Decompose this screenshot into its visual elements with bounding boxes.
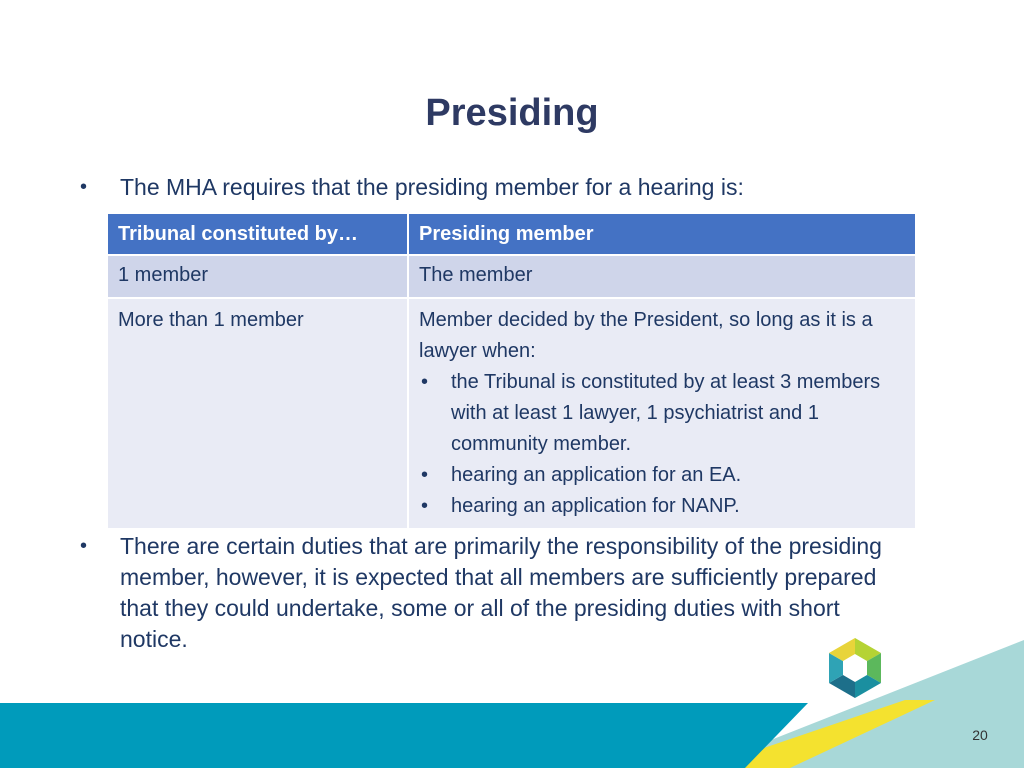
table-row bbox=[108, 298, 916, 529]
cell-intro-text: Member decided by the President, so long as it is a lawyer when: bbox=[419, 309, 873, 362]
bullet-dot: • bbox=[80, 176, 88, 198]
condition-text: hearing an application for an EA. bbox=[451, 464, 742, 486]
bullet-dot: • bbox=[80, 535, 88, 557]
header-tribunal-constituted: Tribunal constituted by… bbox=[108, 214, 408, 255]
bullet-dot: • bbox=[421, 371, 429, 393]
cell-constitution: More than 1 member bbox=[108, 298, 408, 529]
page-number: 20 bbox=[972, 727, 988, 743]
table-header-row bbox=[108, 214, 916, 255]
list-item bbox=[419, 491, 905, 522]
bullet-duties bbox=[80, 531, 900, 655]
blue-band bbox=[0, 703, 808, 768]
presiding-table bbox=[108, 214, 917, 530]
condition-text: the Tribunal is constituted by at least 3 members with at least 1 lawyer, 1 psychiatrist and 1 community member. bbox=[451, 371, 881, 455]
bullet-text: There are certain duties that are primarily the responsibility of the presiding member, however, it is expected that all members are sufficiently prepared that they could undertake, some or all of the presiding duties with short notice. bbox=[120, 533, 882, 652]
bullet-requirement bbox=[80, 172, 900, 203]
table-row bbox=[108, 255, 916, 298]
bullet-dot: • bbox=[421, 495, 429, 517]
bullet-text: The MHA requires that the presiding member for a hearing is: bbox=[120, 174, 744, 200]
list-item bbox=[419, 367, 905, 460]
header-presiding-member: Presiding member bbox=[408, 214, 916, 255]
slide-title: Presiding bbox=[425, 92, 599, 134]
cell-constitution: 1 member bbox=[108, 255, 408, 298]
cell-presiding-member: The member bbox=[408, 255, 916, 298]
condition-list bbox=[419, 367, 905, 522]
bullet-dot: • bbox=[421, 464, 429, 486]
cell-presiding-member bbox=[408, 298, 916, 529]
condition-text: hearing an application for NANP. bbox=[451, 495, 740, 517]
list-item bbox=[419, 460, 905, 491]
